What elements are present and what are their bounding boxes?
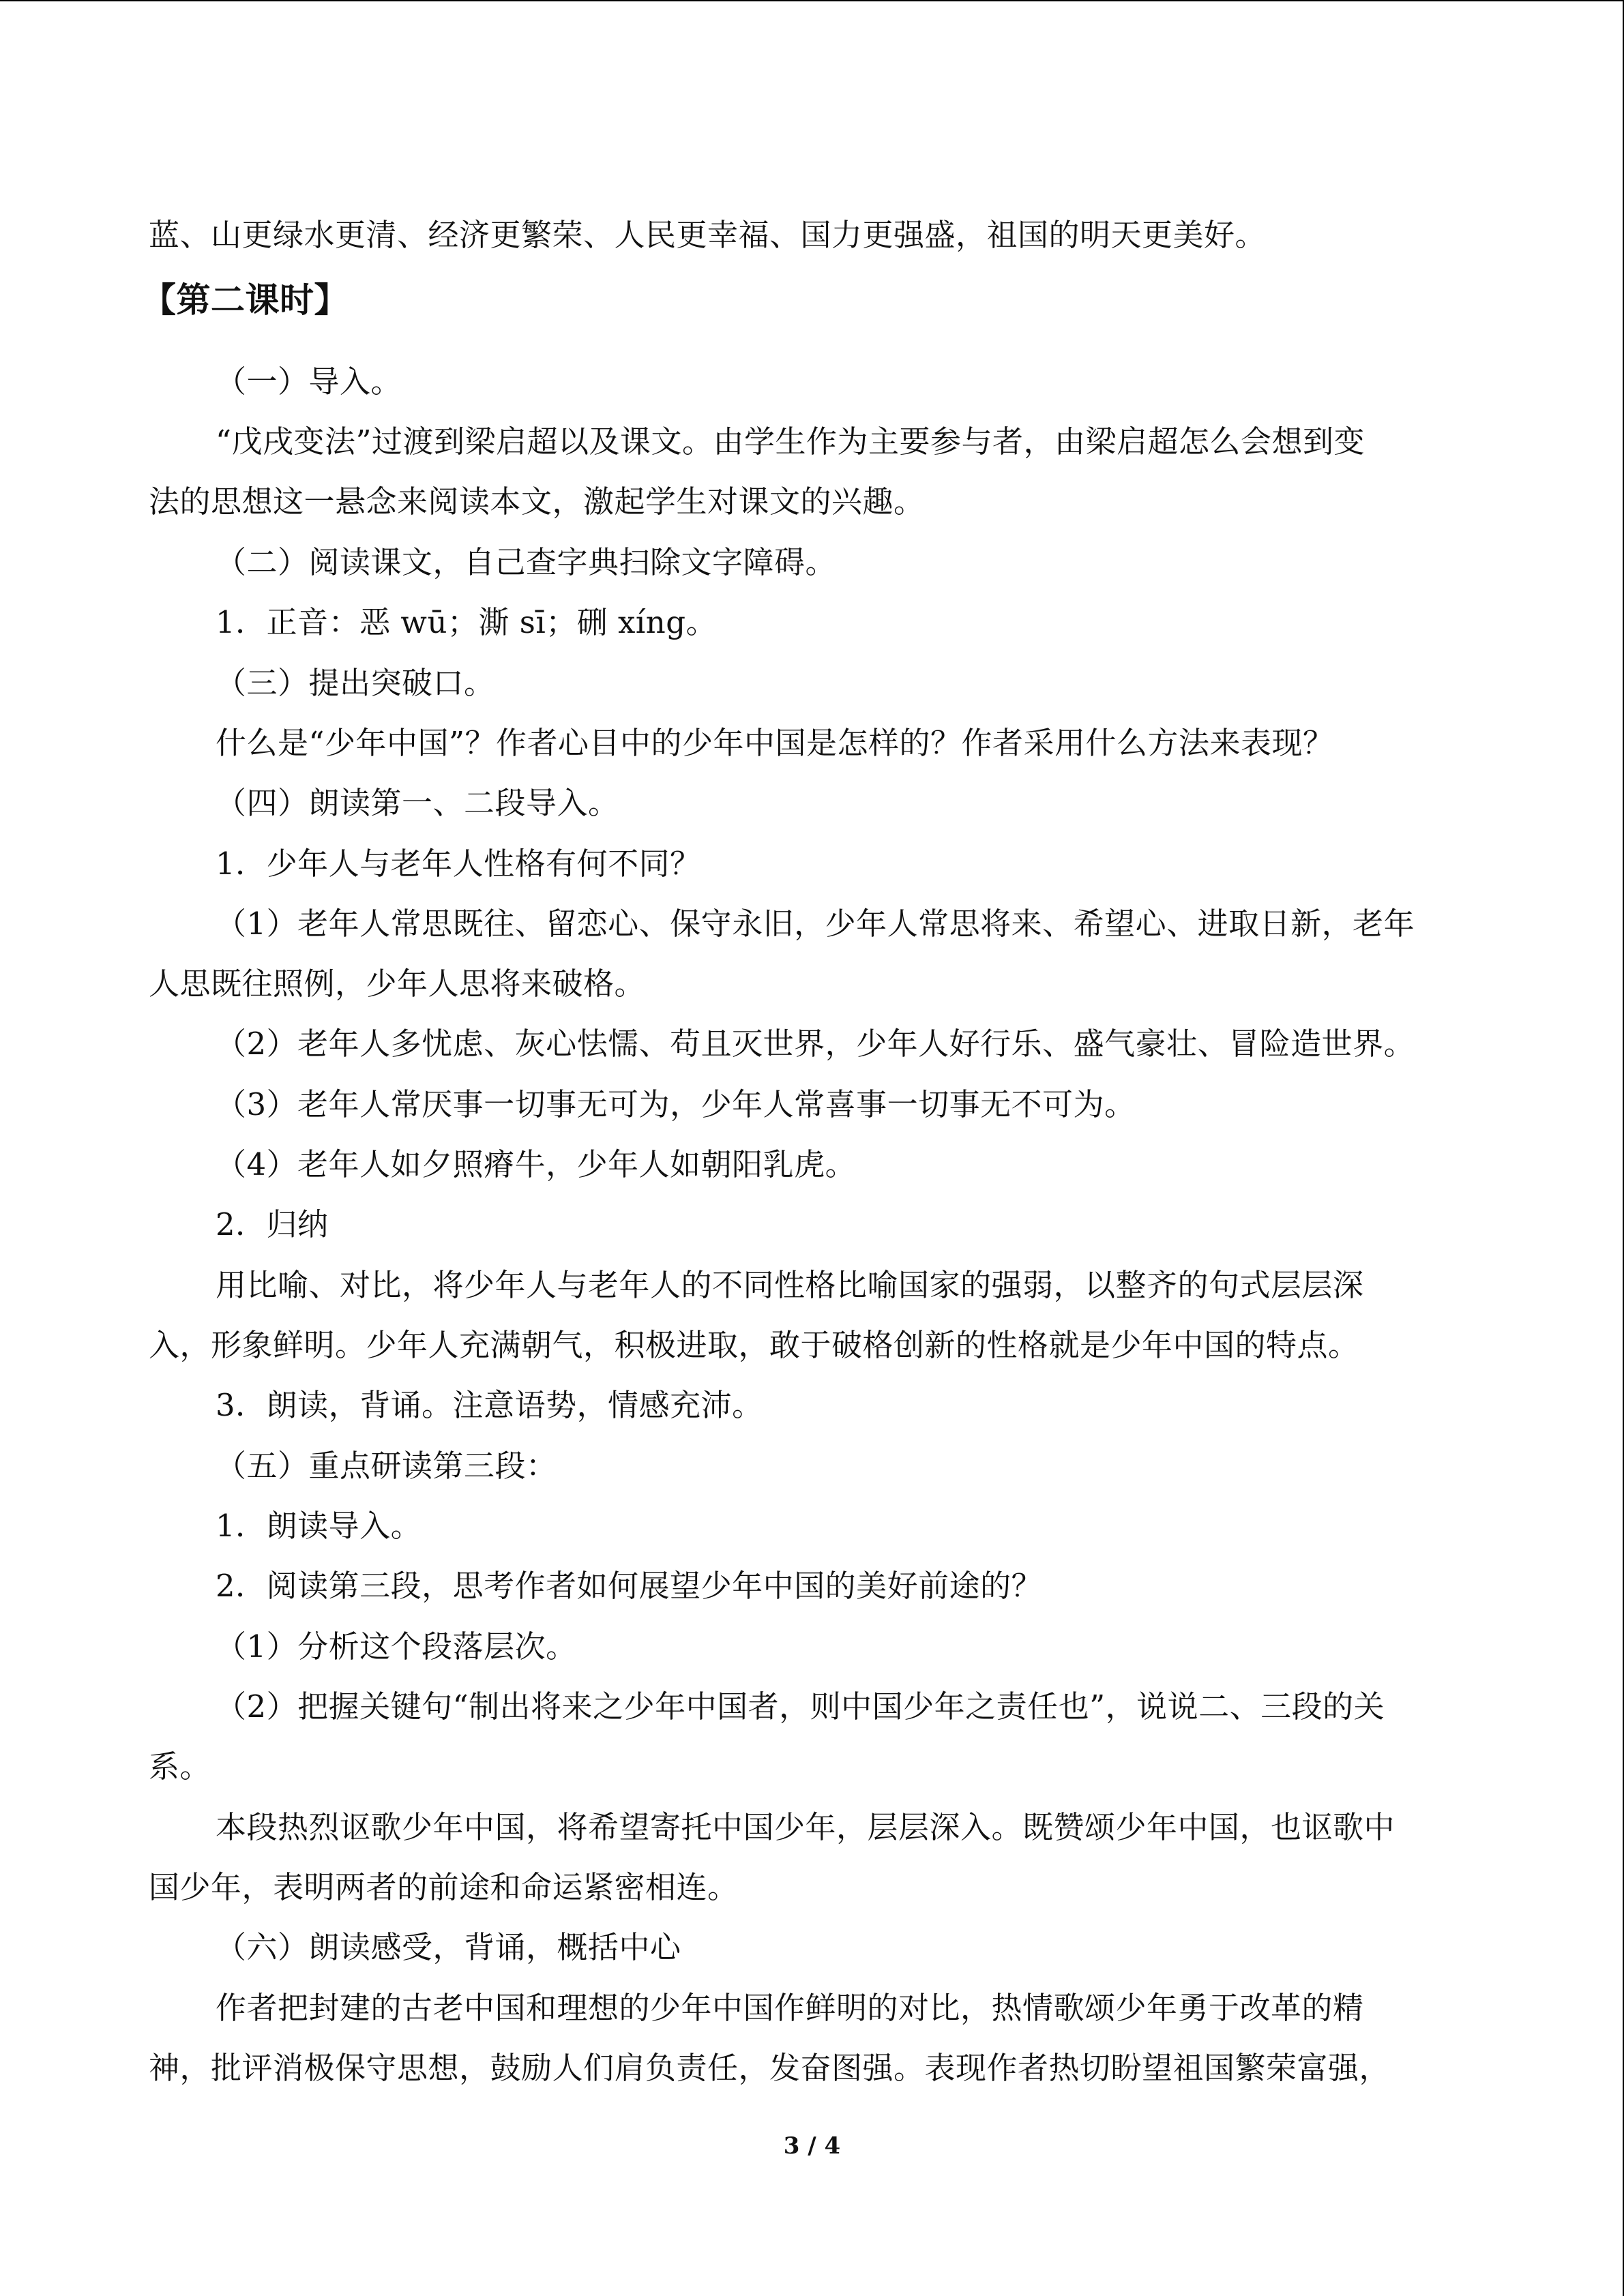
text-line: 法的思想这一悬念来阅读本文，激起学生对课文的兴趣。 bbox=[149, 483, 925, 520]
text-line: 国少年，表明两者的前途和命运紧密相连。 bbox=[149, 1869, 739, 1905]
text-line: （3）老年人常厌事一切事无可为，少年人常喜事一切事无不可为。 bbox=[216, 1086, 1136, 1122]
text-line: （2）把握关键句“制出将来之少年中国者，则中国少年之责任也”，说说二、三段的关 bbox=[216, 1688, 1385, 1725]
text-line: （三）提出突破口。 bbox=[216, 665, 495, 701]
text-line: 1．少年人与老年人性格有何不同？ bbox=[216, 846, 701, 882]
text-line: 系。 bbox=[149, 1748, 211, 1785]
text-line: 本段热烈讴歌少年中国，将希望寄托中国少年，层层深入。既赞颂少年中国，也讴歌中 bbox=[216, 1809, 1396, 1845]
text-line: 什么是“少年中国”？作者心目中的少年中国是怎样的？作者采用什么方法来表现？ bbox=[216, 725, 1334, 761]
section-heading: 【第二课时】 bbox=[142, 280, 349, 320]
text-line: （1）分析这个段落层次。 bbox=[216, 1628, 577, 1665]
text-line: 用比喻、对比，将少年人与老年人的不同性格比喻国家的强弱，以整齐的句式层层深 bbox=[216, 1267, 1364, 1303]
text-line: （2）老年人多忧虑、灰心怯懦、苟且灭世界，少年人好行乐、盛气豪壮、冒险造世界。 bbox=[216, 1026, 1415, 1062]
text-line: 1．朗读导入。 bbox=[216, 1508, 422, 1544]
text-line: 1．正音：恶 wū；澌 sī；硎 xíng。 bbox=[216, 604, 718, 640]
text-line: 人思既往照例，少年人思将来破格。 bbox=[149, 966, 646, 1002]
text-line: （四）朗读第一、二段导入。 bbox=[216, 785, 619, 821]
text-line: （五）重点研读第三段： bbox=[216, 1448, 557, 1484]
text-line: （一）导入。 bbox=[216, 363, 402, 400]
text-line: 3．朗读，背诵。注意语势，情感充沛。 bbox=[216, 1387, 763, 1423]
text-line: （六）朗读感受，背诵，概括中心 bbox=[216, 1929, 681, 1965]
text-line: “戊戌变法”过渡到梁启超以及课文。由学生作为主要参与者，由梁启超怎么会想到变 bbox=[216, 423, 1365, 460]
text-line: 2．归纳 bbox=[216, 1206, 329, 1242]
text-line: 蓝、山更绿水更清、经济更繁荣、人民更幸福、国力更强盛，祖国的明天更美好。 bbox=[149, 217, 1267, 253]
text-line: （4）老年人如夕照瘠牛，少年人如朝阳乳虎。 bbox=[216, 1146, 857, 1182]
text-line: （二）阅读课文，自己查字典扫除文字障碍。 bbox=[216, 544, 837, 580]
text-line: 入，形象鲜明。少年人充满朝气，积极进取，敢于破格创新的性格就是少年中国的特点。 bbox=[149, 1327, 1359, 1363]
text-line: （1）老年人常思既往、留恋心、保守永旧，少年人常思将来、希望心、进取日新，老年 bbox=[216, 906, 1415, 942]
text-line: 作者把封建的古老中国和理想的少年中国作鲜明的对比，热情歌颂少年勇于改革的精 bbox=[216, 1990, 1364, 2026]
page-number: 3 / 4 bbox=[783, 2132, 841, 2160]
text-line: 神，批评消极保守思想，鼓励人们肩负责任，发奋图强。表现作者热切盼望祖国繁荣富强， bbox=[149, 2050, 1391, 2086]
text-line: 2．阅读第三段，思考作者如何展望少年中国的美好前途的？ bbox=[216, 1568, 1043, 1604]
